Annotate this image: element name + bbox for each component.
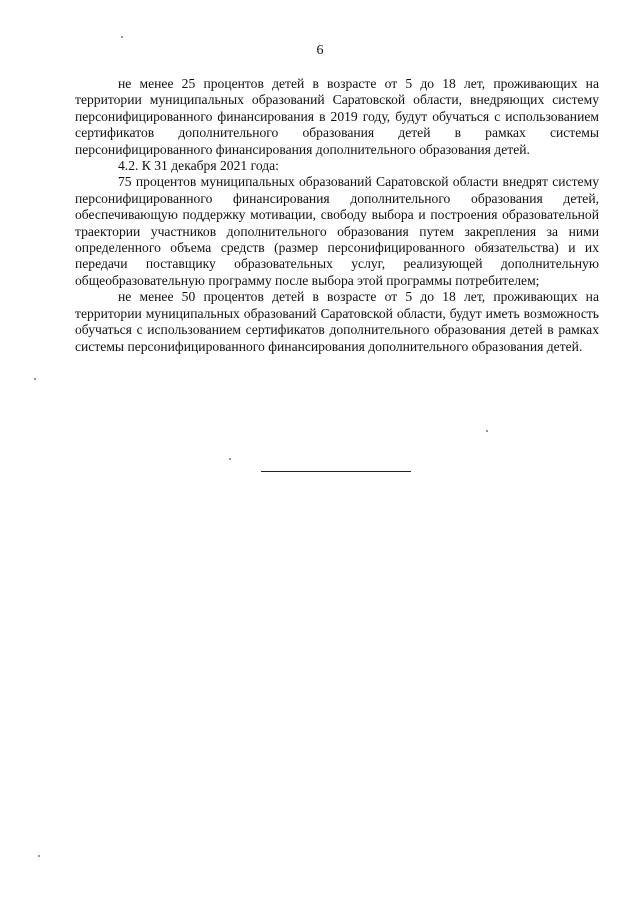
scan-speck	[229, 458, 231, 460]
scan-speck	[38, 855, 40, 857]
document-body	[75, 76, 599, 355]
paragraph-75-percent-municipalities: 75 процентов муниципальных образований Саратовской области внедрят систему персонифицированного финансирования дополнительного образования детей, обеспечивающую поддержку мотивации, свободу выбора и построения образовательной траектории участников дополнительного образования путем закрепления за ними определенного объема средств (размер персонифицированного обязательства) и их передачи поставщику образовательных услуг, реализующей дополнительную общеобразовательную программу после выбора этой программы потребителем;	[75, 174, 599, 288]
end-of-text-rule	[261, 471, 411, 472]
paragraph-50-percent-children: не менее 50 процентов детей в возрасте от 5 до 18 лет, проживающих на территории муниципальных образований Саратовской области, будут иметь возможность обучаться с использованием сертификатов дополнительного образования детей в рамках системы персонифицированного финансирования дополнительного образования детей.	[75, 289, 599, 354]
paragraph-25-percent-children: не менее 25 процентов детей в возрасте от 5 до 18 лет, проживающих на территории муниципальных образований Саратовской области, внедряющих систему персонифицированного финансирования в 2019 году, будут обучаться с использованием сертификатов дополнительного образования детей в рамках системы персонифицированного финансирования дополнительного образования детей.	[75, 76, 599, 157]
page-number: 6	[316, 43, 324, 58]
scan-speck	[121, 36, 123, 38]
scan-speck	[34, 378, 36, 380]
section-heading-4-2: 4.2. К 31 декабря 2021 года:	[118, 158, 279, 174]
scan-speck	[486, 430, 488, 432]
